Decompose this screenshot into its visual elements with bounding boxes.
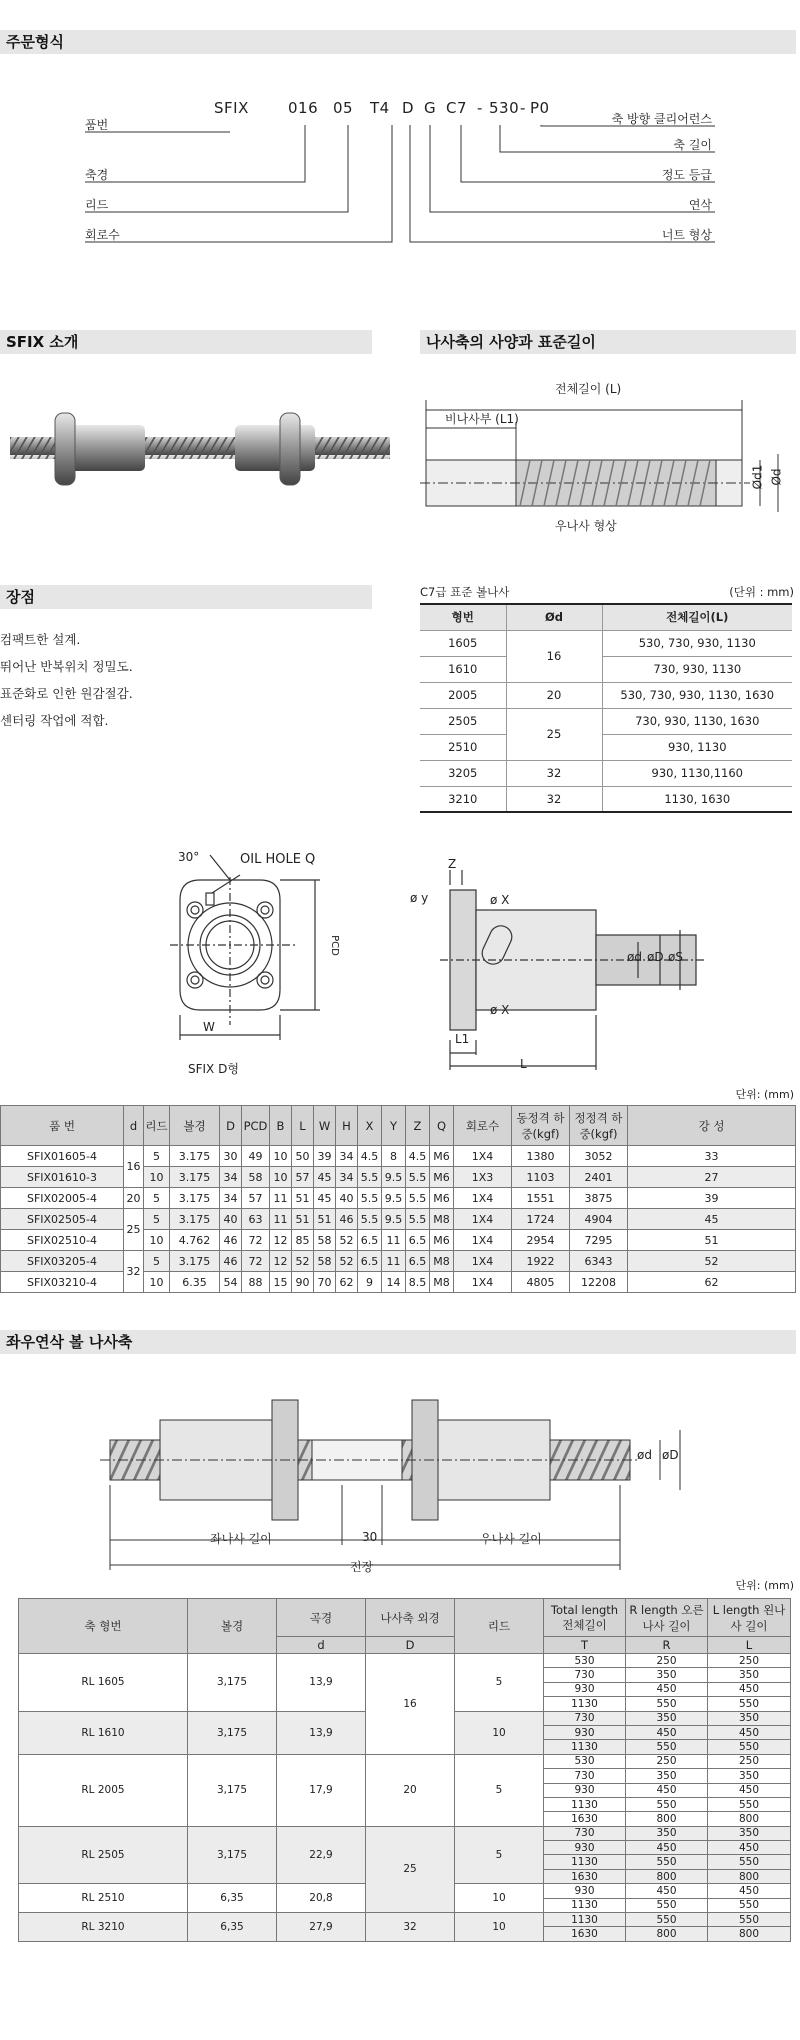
nut-side-drawing: [410, 870, 710, 1080]
table-row: SFIX02505-4 25 5 3.175 40 63 11 51 51 46 5.5 9.5 5.5 M8 1X4 1724 4904 45: [1, 1209, 796, 1230]
dimension-table: [0, 1105, 796, 1293]
table-row: RL 2005 3,175 17,9 20 5 530 250 250: [19, 1754, 791, 1768]
table-row: SFIX02005-4 20 5 3.175 34 57 11 51 45 40 5.5 9.5 5.5 M6 1X4 1551 3875 39: [1, 1188, 796, 1209]
col-header: 전체길이(L): [602, 604, 792, 630]
col-header: 볼경: [188, 1599, 277, 1654]
col-header: 축 형번: [19, 1599, 188, 1654]
rl-table: [18, 1598, 791, 1942]
rl-D: øD: [662, 1448, 679, 1462]
intro-title: SFIX 소개: [0, 330, 372, 354]
side-l1-label: L1: [455, 1032, 470, 1046]
dim-table-unit: 단위: (mm): [735, 1088, 794, 1101]
table-row: 1130 550 550: [19, 1797, 791, 1811]
table-row: 1630 800 800: [19, 1927, 791, 1941]
code-dash2: -: [520, 99, 526, 117]
table-row: SFIX03210-4 10 6.35 54 88 15 90 70 62 9 14 8.5 M8 1X4 4805 12208 62: [1, 1272, 796, 1293]
code-dash1: -: [477, 99, 483, 117]
table-row: RL 3210 6,35 27,9 32 10 1130 550 550: [19, 1913, 791, 1927]
col-header: W: [314, 1106, 336, 1146]
table-row: 1130 550 550: [19, 1740, 791, 1754]
table-row: RL 1610 3,175 13,9 10 730 350 350: [19, 1711, 791, 1725]
nut-type-caption: SFIX D형: [188, 1062, 239, 1076]
spec-d: Ød: [769, 468, 784, 486]
table-row: SFIX01605-4 16 5 3.175 30 49 10 50 39 34 4.5 8 4.5 M6 1X4 1380 3052 33: [1, 1146, 796, 1167]
pcd-label: PCD: [328, 935, 340, 956]
side-x-label: ø X: [490, 1003, 510, 1017]
label-accuracy: 정도 등급: [661, 168, 712, 182]
code-circuits: T4: [370, 99, 390, 117]
table-row: SFIX03205-4 32 5 3.175 46 72 12 52 58 52 6.5 11 6.5 M8 1X4 1922 6343 52: [1, 1251, 796, 1272]
col-header: B: [270, 1106, 292, 1146]
table-row: 1130 550 550: [19, 1898, 791, 1912]
spec-title: 나사축의 사양과 표준길이: [420, 330, 796, 354]
label-shaft-dia: 축경: [85, 168, 109, 182]
col-header: X: [358, 1106, 382, 1146]
advantage-item: 센터링 작업에 적합.: [0, 713, 109, 728]
col-header: H: [336, 1106, 358, 1146]
label-shaft-length: 축 길이: [673, 138, 712, 152]
col-header: PCD: [242, 1106, 270, 1146]
spec-d1: Ød1: [750, 464, 765, 490]
col-header: R length 오른나사 길이: [626, 1599, 708, 1637]
label-axial-clearance: 축 방향 클리어런스: [611, 112, 712, 126]
sub-header: L: [708, 1637, 791, 1654]
rl-d: ød: [637, 1448, 652, 1462]
side-S-label: øS: [668, 950, 683, 964]
code-length: 530: [489, 99, 520, 117]
spec-caption: 우나사 형상: [555, 519, 617, 533]
label-finish: 연삭: [688, 198, 712, 212]
spec-total-length: 전체길이 (L): [555, 382, 622, 396]
advantage-item: 뛰어난 반복위치 정밀도.: [0, 659, 133, 674]
col-header: D: [220, 1106, 242, 1146]
nut-angle-label: 30°: [178, 850, 200, 864]
col-header: L length 왼나사 길이: [708, 1599, 791, 1637]
col-header: 볼경: [170, 1106, 220, 1146]
col-header: 형번: [420, 604, 506, 630]
side-y-label: ø y: [410, 891, 429, 905]
advantage-item: 표준화로 인한 원감절감.: [0, 686, 133, 701]
table-row: 930 450 450: [19, 1725, 791, 1739]
table-row: 1630 800 800: [19, 1869, 791, 1883]
ball-screw-photo: [10, 395, 390, 505]
rl-title: 좌우연삭 볼 나사축: [0, 1330, 796, 1354]
side-d-label: ød: [627, 950, 642, 964]
col-header: 리드: [144, 1106, 170, 1146]
spec-unthreaded: 비나사부 (L1): [445, 412, 519, 426]
side-D-label: øD: [647, 950, 664, 964]
table-row: 1130 550 550: [19, 1855, 791, 1869]
col-header: d: [124, 1106, 144, 1146]
col-header: 리드: [455, 1599, 544, 1654]
sub-header: R: [626, 1637, 708, 1654]
std-length-table: [420, 603, 792, 813]
table-row: 730 350 350: [19, 1769, 791, 1783]
table-row: 930 450 450: [19, 1783, 791, 1797]
col-header: Q: [430, 1106, 454, 1146]
oil-hole-label: OIL HOLE Q: [240, 852, 316, 867]
nut-width-label: W: [203, 1020, 215, 1034]
table-row: 730 350 350: [19, 1668, 791, 1682]
side-l-label: L: [520, 1057, 527, 1071]
order-title: 주문형식: [0, 30, 796, 54]
std-table-unit: (단위 : mm): [729, 585, 794, 599]
sub-header: T: [544, 1637, 626, 1654]
table-row: RL 2510 6,35 20,8 10 930 450 450: [19, 1884, 791, 1898]
code-clearance: P0: [530, 99, 550, 117]
table-row: SFIX01610-3 10 3.175 34 58 10 57 45 34 5.5 9.5 5.5 M6 1X3 1103 2401 27: [1, 1167, 796, 1188]
code-series: SFIX: [214, 99, 249, 117]
col-header: Ød: [506, 604, 602, 630]
table-row: 930 450 450: [19, 1682, 791, 1696]
code-nut: D: [402, 99, 415, 117]
table-row: 1130 550 550: [19, 1697, 791, 1711]
label-lead: 리드: [85, 198, 109, 212]
nut-front-drawing: [150, 855, 360, 1065]
table-row: 3210 32 1130, 1630: [420, 786, 792, 812]
sub-header: d: [277, 1637, 366, 1654]
rl-gap: 30: [362, 1530, 378, 1544]
code-lead: 05: [333, 99, 354, 117]
code-shaft: 016: [288, 99, 319, 117]
col-header: Total length 전체길이: [544, 1599, 626, 1637]
col-header: L: [292, 1106, 314, 1146]
col-header: 회로수: [454, 1106, 512, 1146]
table-row: RL 1605 3,175 13,9 16 5 530 250 250: [19, 1654, 791, 1668]
sub-header: D: [366, 1637, 455, 1654]
rl-total: 전장: [350, 1560, 374, 1574]
label-circuits: 회로수: [85, 228, 120, 242]
table-row: 2005 20 530, 730, 930, 1130, 1630: [420, 682, 792, 708]
table-row: 2510 930, 1130: [420, 734, 792, 760]
label-part-no: 품번: [85, 118, 109, 132]
table-row: SFIX02510-4 10 4.762 46 72 12 85 58 52 6.5 11 6.5 M6 1X4 2954 7295 51: [1, 1230, 796, 1251]
rl-shaft-drawing: [100, 1370, 700, 1580]
col-header: 나사축 외경: [366, 1599, 455, 1637]
col-header: Z: [406, 1106, 430, 1146]
rl-unit: 단위: (mm): [735, 1579, 794, 1592]
table-row: 2505 25 730, 930, 1130, 1630: [420, 708, 792, 734]
code-finish: G: [424, 99, 437, 117]
advantages-title: 장점: [0, 585, 372, 609]
table-row: RL 2505 3,175 22,9 25 5 730 350 350: [19, 1826, 791, 1840]
table-row: 1605 16 530, 730, 930, 1130: [420, 630, 792, 656]
col-header: 정정격 하중(kgf): [570, 1106, 628, 1146]
col-header: 품 번: [1, 1106, 124, 1146]
label-nut-shape: 너트 형상: [661, 228, 712, 242]
col-header: 강 성: [628, 1106, 796, 1146]
std-table-caption: C7급 표준 볼나사: [420, 585, 510, 599]
col-header: 동정격 하중(kgf): [512, 1106, 570, 1146]
table-row: 1610 730, 930, 1130: [420, 656, 792, 682]
rl-left-length: 좌나사 길이: [210, 1532, 272, 1546]
rl-right-length: 우나사 길이: [480, 1532, 542, 1546]
side-x-label: ø X: [490, 893, 510, 907]
col-header: Y: [382, 1106, 406, 1146]
table-row: 3205 32 930, 1130,1160: [420, 760, 792, 786]
side-z-label: Z: [448, 857, 457, 871]
col-header: 곡경: [277, 1599, 366, 1637]
code-accuracy: C7: [446, 99, 468, 117]
table-row: 930 450 450: [19, 1841, 791, 1855]
advantage-item: 컴팩트한 설계.: [0, 632, 81, 647]
table-row: 1630 800 800: [19, 1812, 791, 1826]
